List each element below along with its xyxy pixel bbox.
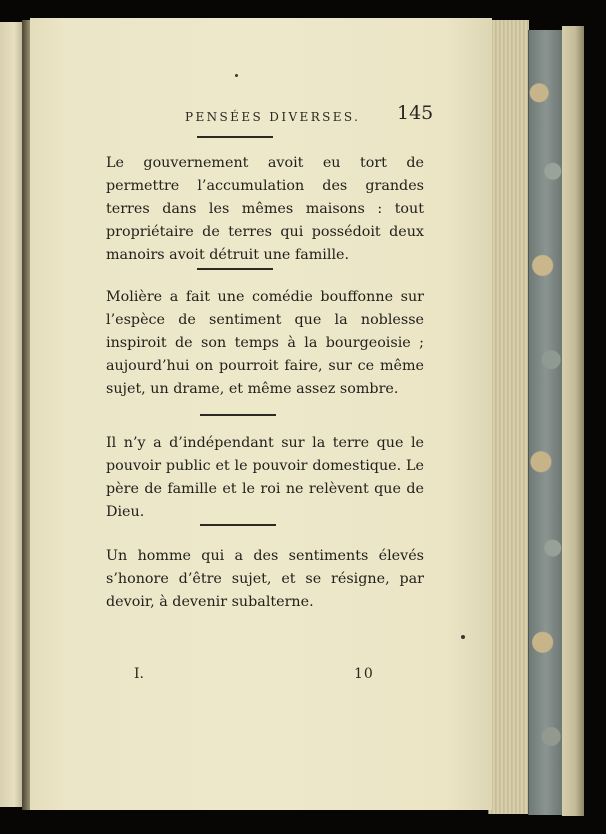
- section-divider: [197, 136, 273, 138]
- recto-page: [30, 18, 492, 810]
- section-divider: [197, 268, 273, 270]
- page-block-edge: [488, 20, 529, 814]
- signature-mark: I.: [134, 666, 144, 682]
- section-divider: [200, 524, 276, 526]
- cover-edge: [562, 26, 584, 816]
- marbled-fore-edge: [528, 30, 563, 815]
- gathering-number: 10: [354, 666, 374, 682]
- paragraph-3: Il n’y a d’indépendant sur la terre que le pouvoir public et le pouvoir domestique. Le père de famille et le roi ne relèvent que de Dieu.: [106, 435, 424, 520]
- ink-speck: [461, 635, 465, 639]
- paragraph-1: Le gouvernement avoit eu tort de permettre l’accumulation des grandes terres dans les mêmes maisons : tout propriétaire de terres qui possédoit deux manoirs avoit détruit une famille.: [106, 155, 424, 263]
- ink-speck: [235, 74, 238, 77]
- running-header-title: PENSÉES DIVERSES.: [185, 110, 361, 124]
- section-divider: [200, 414, 276, 416]
- paragraph-2: Molière a fait une comédie bouffonne sur l’espèce de sentiment que la noblesse inspiroit de son temps à la bourgeoisie ; aujourd’hui on pourroit faire, sur ce même sujet, un drame, et même assez sombre.: [106, 289, 424, 397]
- page-number: 145: [397, 102, 434, 124]
- paragraph-4: Un homme qui a des sentiments élevés s’honore d’être sujet, et se résigne, par devoir, à devenir subalterne.: [106, 548, 424, 610]
